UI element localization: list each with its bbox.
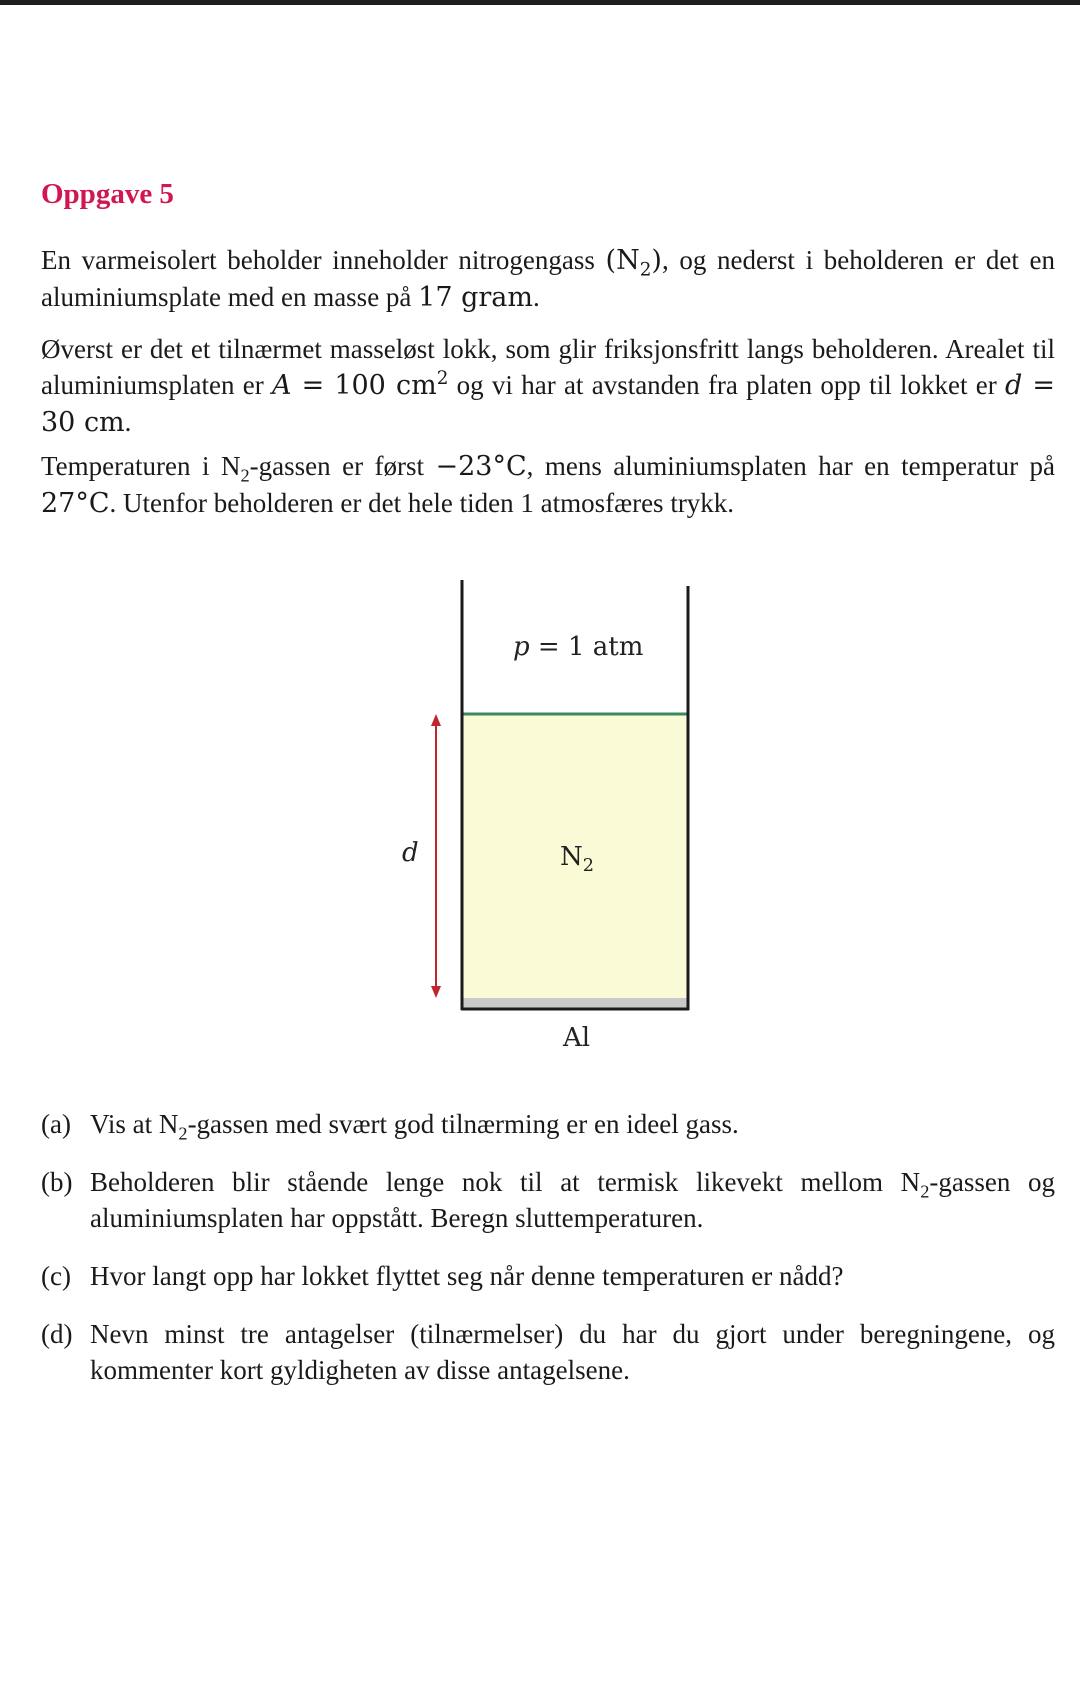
text: Temperaturen i N <box>41 451 241 481</box>
question-label: (d) <box>41 1319 73 1349</box>
text: . Utenfor beholderen er det hele tiden 1 atmosfæres trykk. <box>109 488 735 518</box>
formula-n2: $(N_2)$ <box>605 245 662 281</box>
plate-label: Al <box>563 1023 591 1053</box>
question-text: Beholderen blir stående lenge nok til at termisk likevekt mellom $N_2$-gassen og aluminiumsplaten har oppstått. Beregn sluttemperaturen. <box>90 1167 1055 1233</box>
top-bar <box>0 0 1080 5</box>
mass-value: 17 gram <box>418 282 533 313</box>
question-c <box>41 1258 1055 1294</box>
text: , mens aluminiumsplaten har en temperatur på <box>526 451 1056 481</box>
question-label: (a) <box>41 1109 71 1139</box>
exercise-heading: Oppgave 5 <box>41 178 174 210</box>
aluminium-plate <box>462 998 688 1008</box>
text: og vi har at avstanden fra platen opp til lokket er <box>448 370 1005 400</box>
intro-paragraph-3: Temperaturen i $N_2$-gassen er først −23°C, mens aluminiumsplaten har en temperatur på 27°C. Utenfor beholderen er det hele tiden 1 atmosfæres trykk. <box>41 451 1056 519</box>
question-label: (b) <box>41 1167 73 1197</box>
distance-variable: d <box>1004 370 1023 401</box>
text: En varmeisolert beholder inneholder nitrogengass <box>41 245 606 275</box>
question-b <box>41 1164 1055 1236</box>
text: -gassen er først <box>249 451 436 481</box>
question-a <box>41 1106 1055 1142</box>
pressure-label: p = 1 atm <box>513 632 644 662</box>
gas-temperature: −23°C <box>435 451 527 482</box>
plate-temperature: 27°C <box>41 488 110 519</box>
distance-arrowhead-top <box>431 714 441 726</box>
question-text: Hvor langt opp har lokket flyttet seg når denne temperaturen er nådd? <box>90 1261 844 1291</box>
question-label: (c) <box>41 1261 71 1291</box>
container-diagram <box>380 580 720 1070</box>
distance-value: = 30 cm <box>41 370 1055 438</box>
text: , og nederst i beholderen er det en aluminiumsplate med en masse på <box>41 245 1056 312</box>
question-text: Vis at $N_2$-gassen med svært god tilnærming er en ideel gass. <box>90 1109 739 1144</box>
question-d <box>41 1316 1055 1388</box>
area-value: = 100 $cm^2$ <box>291 368 449 401</box>
text: Øverst er det et tilnærmet masseløst lokk, som glir friksjonsfritt langs beholderen. Arealet til aluminiumsplaten er <box>41 334 1055 400</box>
area-variable: A <box>272 370 292 401</box>
distance-arrowhead-bottom <box>431 986 441 998</box>
intro-paragraph-2: Øverst er det et tilnærmet masseløst lokk, som glir friksjonsfritt langs beholderen. Arealet til aluminiumsplaten er A = 100 $cm^2$ og vi har at avstanden fra platen opp til lokket er d = 30 cm. <box>41 334 1055 438</box>
question-text: Nevn minst tre antagelser (tilnærmelser) du har du gjort under beregningene, og kommenter kort gyldigheten av disse antagelsene. <box>90 1319 1055 1385</box>
distance-label: d <box>402 838 419 868</box>
intro-paragraph-1: En varmeisolert beholder inneholder nitrogengass $(N_2)$, og nederst i beholderen er det en aluminiumsplate med en masse på 17 gram. <box>41 245 1056 313</box>
gas-label: $N_2$ <box>560 842 594 877</box>
